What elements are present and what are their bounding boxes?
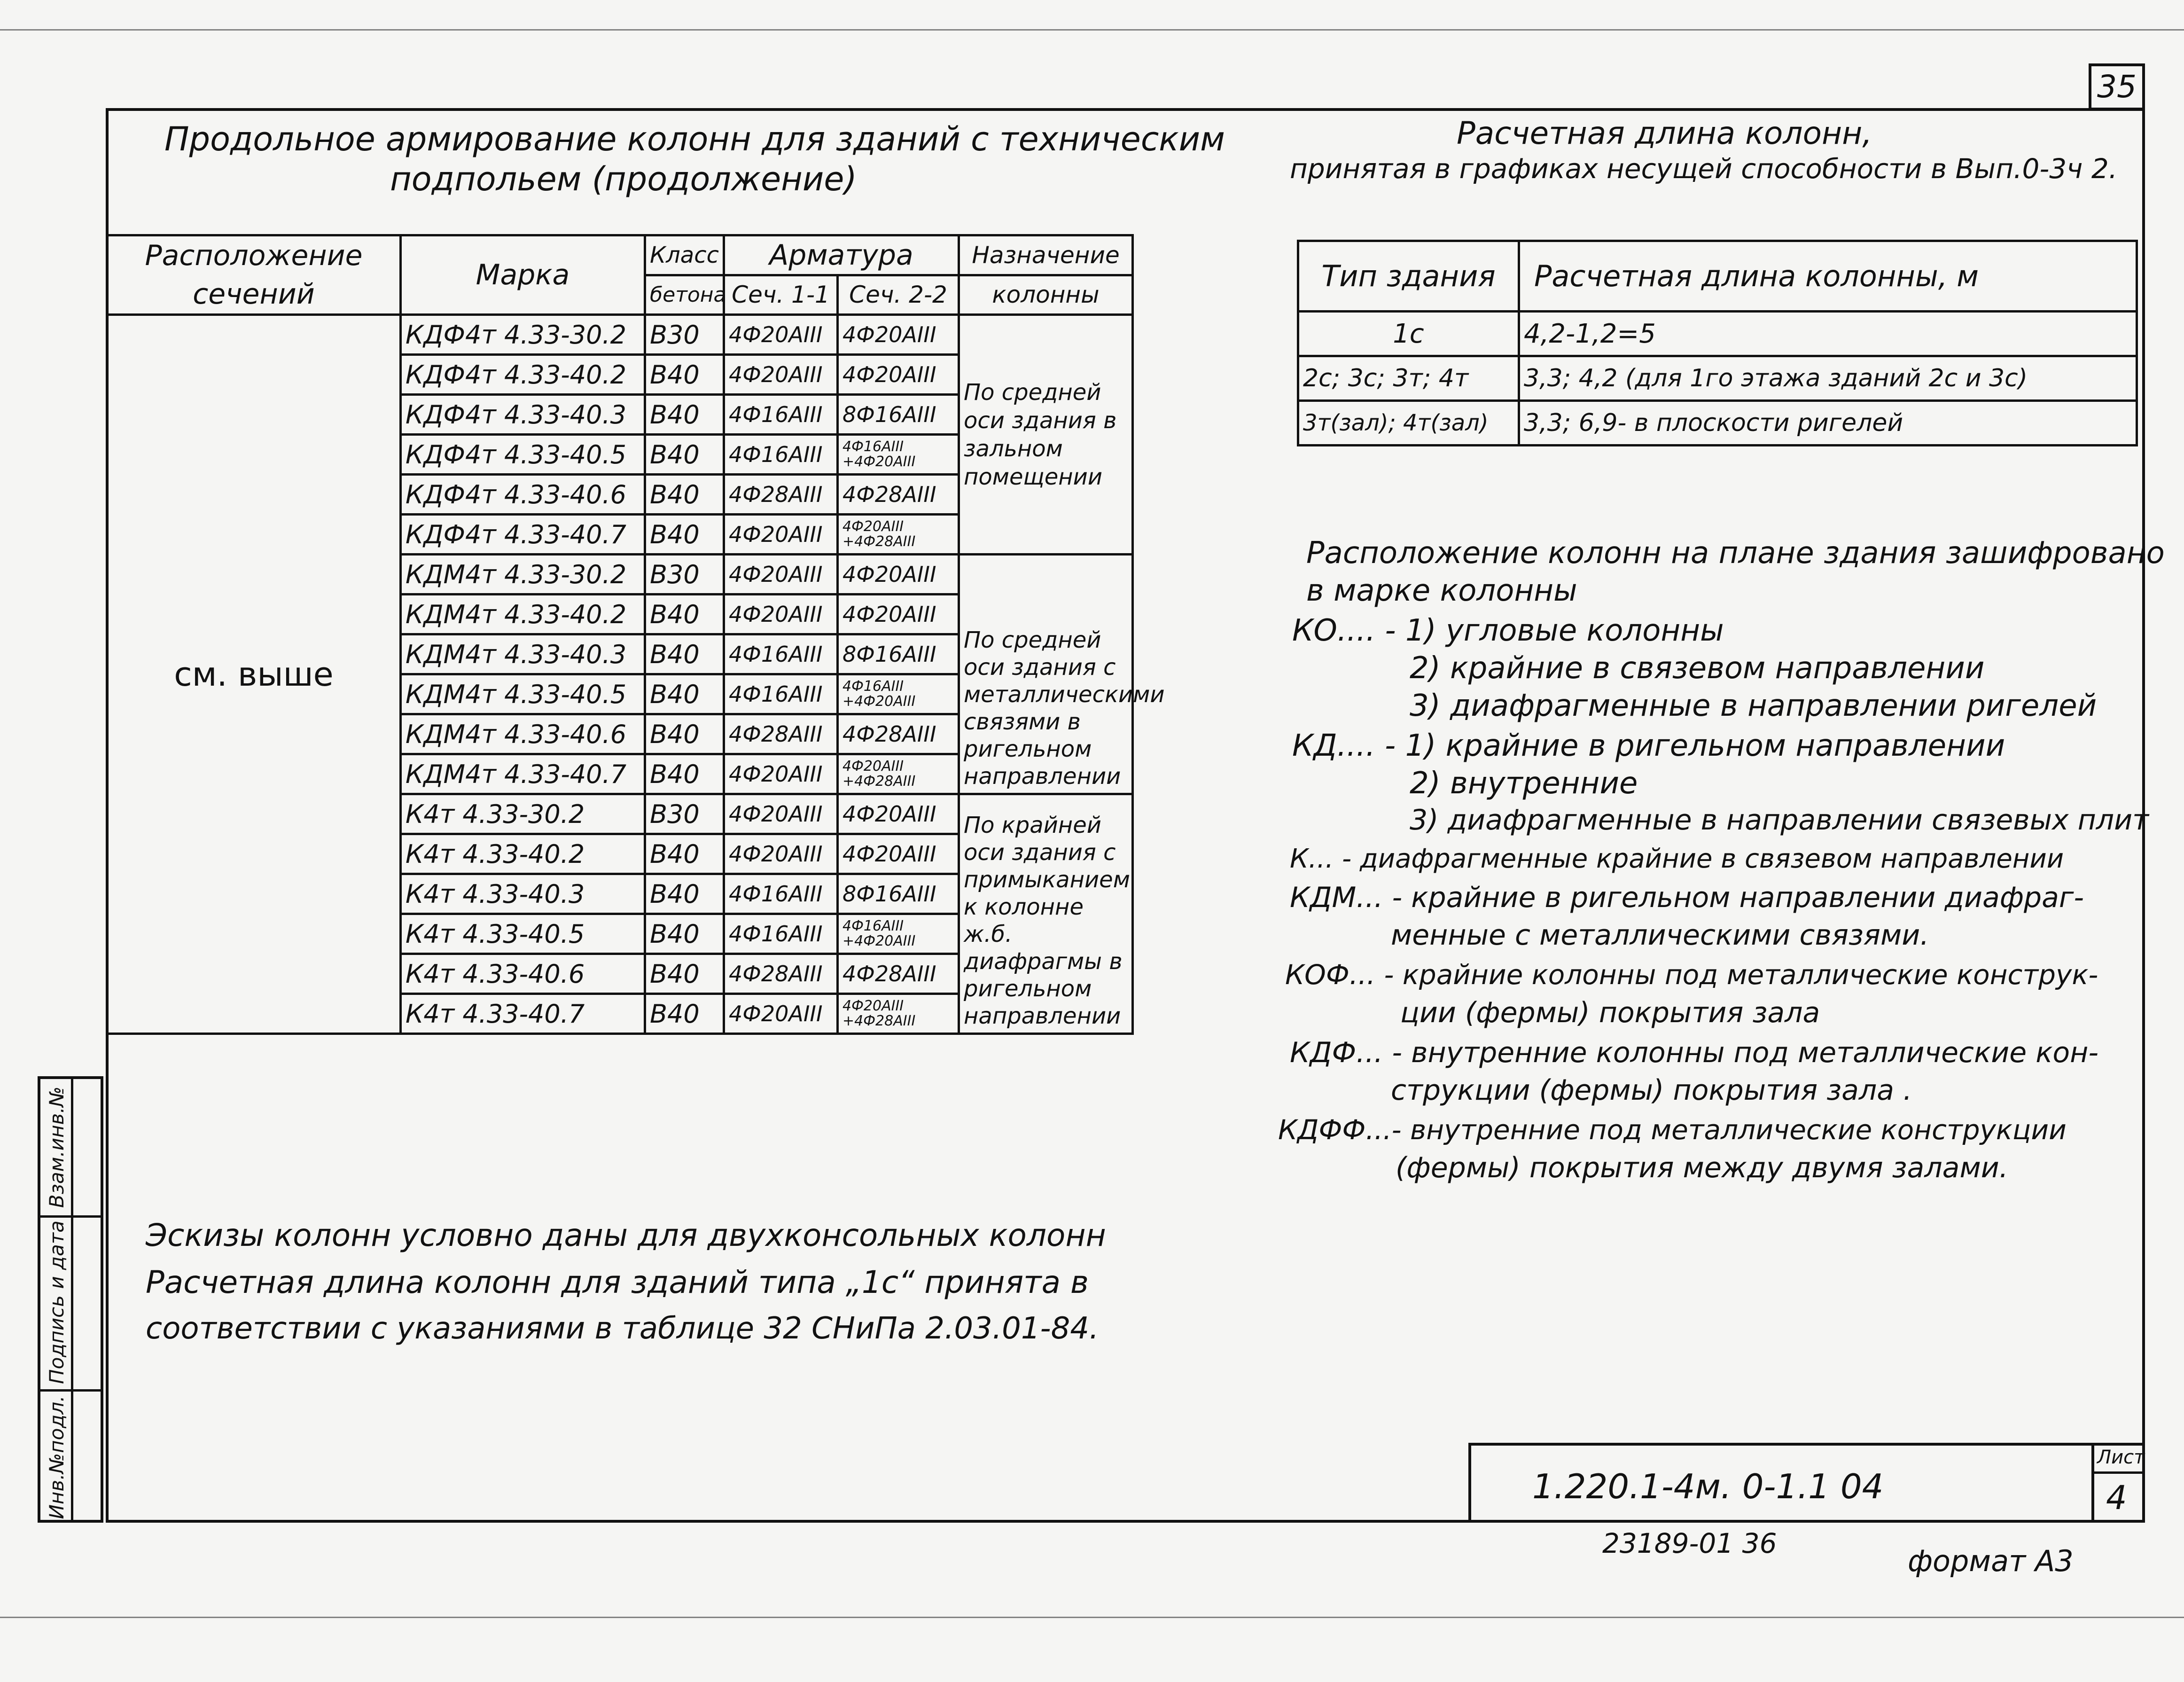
purpose-cell: По средней оси здания с металлическими связями в ригельном направлении: [959, 555, 1133, 794]
mark-cell: КДМ4т 4.33-40.5: [401, 674, 645, 714]
sec1-cell: 4Ф16АIII: [724, 674, 838, 714]
header-class-sub: бетона: [645, 275, 724, 315]
main-reinforcement-table: [106, 234, 1165, 1035]
header-purpose-sub: колонны: [959, 275, 1133, 315]
sec1-cell: 4Ф20АIII: [724, 355, 838, 395]
legend-line: 3) диафрагменные в направлении связевых плит: [1410, 804, 2149, 837]
mark-cell: К4т 4.33-40.7: [401, 994, 645, 1034]
legend-line: КДМ... - крайние в ригельном направлении диафраг-: [1290, 881, 2084, 914]
class-cell: В40: [645, 355, 724, 395]
header-purpose: Назначение: [959, 235, 1133, 275]
sec2-cell: 4Ф20АIII: [838, 555, 959, 595]
header-reinforcement: Арматура: [724, 235, 959, 275]
legend-line: КОФ... - крайние колонны под металлические конструк-: [1285, 959, 2098, 991]
sec1-cell: 4Ф16АIII: [724, 634, 838, 674]
side-label-sign-date: Подпись и дата: [45, 1220, 68, 1384]
right-title-line1: Расчетная длина колонн,: [1457, 115, 1872, 151]
length-table: [1297, 240, 2138, 446]
sec2-cell: 8Ф16АIII: [838, 874, 959, 914]
left-title-line1: Продольное армирование колонн для зданий с техническим: [164, 120, 1225, 158]
length-header-len: Расчетная длина колонны, м: [1519, 241, 2137, 312]
mark-cell: КДМ4т 4.33-40.6: [401, 714, 645, 754]
sec2-cell: 4Ф20АIII +4Ф28АIII: [838, 515, 959, 555]
class-cell: В40: [645, 994, 724, 1034]
mark-cell: КДФ4т 4.33-40.2: [401, 355, 645, 395]
length-value-cell: 4,2-1,2=5: [1519, 312, 2137, 356]
side-strip: [38, 1076, 103, 1523]
bottom-note: соответствии с указаниями в таблице 32 СНиПа 2.03.01-84.: [146, 1311, 1099, 1346]
sec2-cell: 4Ф28АIII: [838, 714, 959, 754]
legend-line: 2) внутренние: [1410, 766, 1638, 801]
legend-line: в марке колонны: [1306, 573, 1577, 608]
length-type-cell: 1с: [1298, 312, 1519, 356]
mark-cell: КДМ4т 4.33-30.2: [401, 555, 645, 595]
stamp-code: 1.220.1-4м. 0-1.1 04: [1532, 1467, 1884, 1506]
legend-line: Расположение колонн на плане здания зашифровано: [1306, 536, 2165, 571]
class-cell: В40: [645, 395, 724, 435]
purpose-cell: По крайней оси здания с примыканием к колонне ж.б. диафрагмы в ригельном направлении: [959, 794, 1133, 1034]
class-cell: В40: [645, 435, 724, 475]
class-cell: В40: [645, 595, 724, 634]
sec2-cell: 4Ф16АIII +4Ф20АIII: [838, 914, 959, 954]
sec2-cell: 4Ф20АIII: [838, 315, 959, 355]
header-location: Расположение сечений: [107, 235, 401, 315]
class-cell: В30: [645, 315, 724, 355]
sec1-cell: 4Ф16АIII: [724, 874, 838, 914]
sec2-cell: 4Ф20АIII: [838, 794, 959, 834]
format-label: формат А3: [1908, 1544, 2074, 1578]
side-label-inv-orig: Инв.№подл.: [45, 1395, 68, 1519]
sheet-number: 4: [2106, 1479, 2127, 1517]
mark-cell: К4т 4.33-40.3: [401, 874, 645, 914]
sec1-cell: 4Ф20АIII: [724, 834, 838, 874]
bottom-note: Эскизы колонн условно даны для двухконсольных колонн: [146, 1217, 1106, 1253]
scan-edge-top: [0, 29, 2184, 31]
scan-edge-bottom: [0, 1617, 2184, 1618]
sec2-cell: 4Ф20АIII: [838, 834, 959, 874]
sheet-label: Лист: [2097, 1447, 2145, 1468]
sec2-cell: 4Ф28АIII: [838, 954, 959, 994]
sec2-cell: 4Ф28АIII: [838, 475, 959, 515]
sec2-cell: 4Ф16АIII +4Ф20АIII: [838, 435, 959, 475]
class-cell: В40: [645, 475, 724, 515]
legend-line: КДФ... - внутренние колонны под металлические кон-: [1290, 1036, 2099, 1069]
class-cell: В40: [645, 634, 724, 674]
mark-cell: К4т 4.33-40.5: [401, 914, 645, 954]
bottom-reference: 23189-01 36: [1602, 1527, 1777, 1559]
sec1-cell: 4Ф28АIII: [724, 954, 838, 994]
class-cell: В40: [645, 834, 724, 874]
class-cell: В40: [645, 714, 724, 754]
legend-line: КД.... - 1) крайние в ригельном направлении: [1292, 728, 2005, 763]
class-cell: В30: [645, 794, 724, 834]
sec2-cell: 8Ф16АIII: [838, 395, 959, 435]
header-sec1: Сеч. 1-1: [724, 275, 838, 315]
sec1-cell: 4Ф20АIII: [724, 555, 838, 595]
legend-line: 2) крайние в связевом направлении: [1410, 651, 1985, 686]
class-cell: В40: [645, 674, 724, 714]
sec1-cell: 4Ф16АIII: [724, 395, 838, 435]
sec2-cell: 4Ф20АIII +4Ф28АIII: [838, 754, 959, 794]
class-cell: В30: [645, 555, 724, 595]
legend-line: ции (фермы) покрытия зала: [1400, 996, 1820, 1029]
sec1-cell: 4Ф20АIII: [724, 794, 838, 834]
class-cell: В40: [645, 914, 724, 954]
mark-cell: КДМ4т 4.33-40.7: [401, 754, 645, 794]
mark-cell: КДМ4т 4.33-40.2: [401, 595, 645, 634]
legend-line: 3) диафрагменные в направлении ригелей: [1410, 688, 2097, 723]
left-title-line2: подпольем (продолжение): [390, 160, 857, 198]
purpose-cell: По средней оси здания в зальном помещении: [959, 315, 1133, 555]
length-header-type: Тип здания: [1298, 241, 1519, 312]
sec1-cell: 4Ф20АIII: [724, 315, 838, 355]
sec1-cell: 4Ф16АIII: [724, 914, 838, 954]
mark-cell: КДФ4т 4.33-40.3: [401, 395, 645, 435]
mark-cell: КДФ4т 4.33-40.6: [401, 475, 645, 515]
mark-cell: КДФ4т 4.33-40.7: [401, 515, 645, 555]
sec1-cell: 4Ф20АIII: [724, 754, 838, 794]
class-cell: В40: [645, 954, 724, 994]
sec2-cell: 4Ф20АIII: [838, 355, 959, 395]
side-label-inv-replace: Взам.инв.№: [45, 1086, 68, 1208]
legend-line: (фермы) покрытия между двумя залами.: [1396, 1151, 2008, 1184]
sec1-cell: 4Ф28АIII: [724, 475, 838, 515]
sec2-cell: 4Ф20АIII +4Ф28АIII: [838, 994, 959, 1034]
location-cell: см. выше: [107, 315, 401, 1034]
mark-cell: КДФ4т 4.33-40.5: [401, 435, 645, 475]
mark-cell: К4т 4.33-30.2: [401, 794, 645, 834]
legend-line: менные с металлическими связями.: [1391, 919, 1929, 952]
header-sec2: Сеч. 2-2: [838, 275, 959, 315]
sec1-cell: 4Ф16АIII: [724, 435, 838, 475]
mark-cell: К4т 4.33-40.2: [401, 834, 645, 874]
title-stamp: [1468, 1443, 2145, 1523]
mark-cell: КДФ4т 4.33-30.2: [401, 315, 645, 355]
mark-cell: К4т 4.33-40.6: [401, 954, 645, 994]
sec1-cell: 4Ф20АIII: [724, 515, 838, 555]
legend-line: струкции (фермы) покрытия зала .: [1391, 1074, 1912, 1107]
header-class: Класс: [645, 235, 724, 275]
page-number: 35: [2097, 69, 2137, 105]
sec1-cell: 4Ф28АIII: [724, 714, 838, 754]
length-type-cell: 2с; 3с; 3т; 4т: [1298, 356, 1519, 401]
page-number-box: [2089, 63, 2145, 110]
sec2-cell: 4Ф16АIII +4Ф20АIII: [838, 674, 959, 714]
length-type-cell: 3т(зал); 4т(зал): [1298, 401, 1519, 446]
legend-line: КО.... - 1) угловые колонны: [1292, 613, 1724, 648]
sec2-cell: 4Ф20АIII: [838, 595, 959, 634]
header-mark: Марка: [401, 235, 645, 315]
sec2-cell: 8Ф16АIII: [838, 634, 959, 674]
class-cell: В40: [645, 754, 724, 794]
length-value-cell: 3,3; 6,9- в плоскости ригелей: [1519, 401, 2137, 446]
sec1-cell: 4Ф20АIII: [724, 994, 838, 1034]
length-value-cell: 3,3; 4,2 (для 1го этажа зданий 2с и 3с): [1519, 356, 2137, 401]
class-cell: В40: [645, 515, 724, 555]
bottom-note: Расчетная длина колонн для зданий типа „1с“ принята в: [146, 1264, 1089, 1300]
legend-line: К... - диафрагменные крайние в связевом направлении: [1290, 844, 2064, 874]
sec1-cell: 4Ф20АIII: [724, 595, 838, 634]
class-cell: В40: [645, 874, 724, 914]
mark-cell: КДМ4т 4.33-40.3: [401, 634, 645, 674]
legend-line: КДФФ...- внутренние под металлические конструкции: [1278, 1114, 2067, 1146]
table-row: [107, 315, 1133, 355]
right-title-line2: принятая в графиках несущей способности в Вып.0-3ч 2.: [1290, 153, 2118, 185]
